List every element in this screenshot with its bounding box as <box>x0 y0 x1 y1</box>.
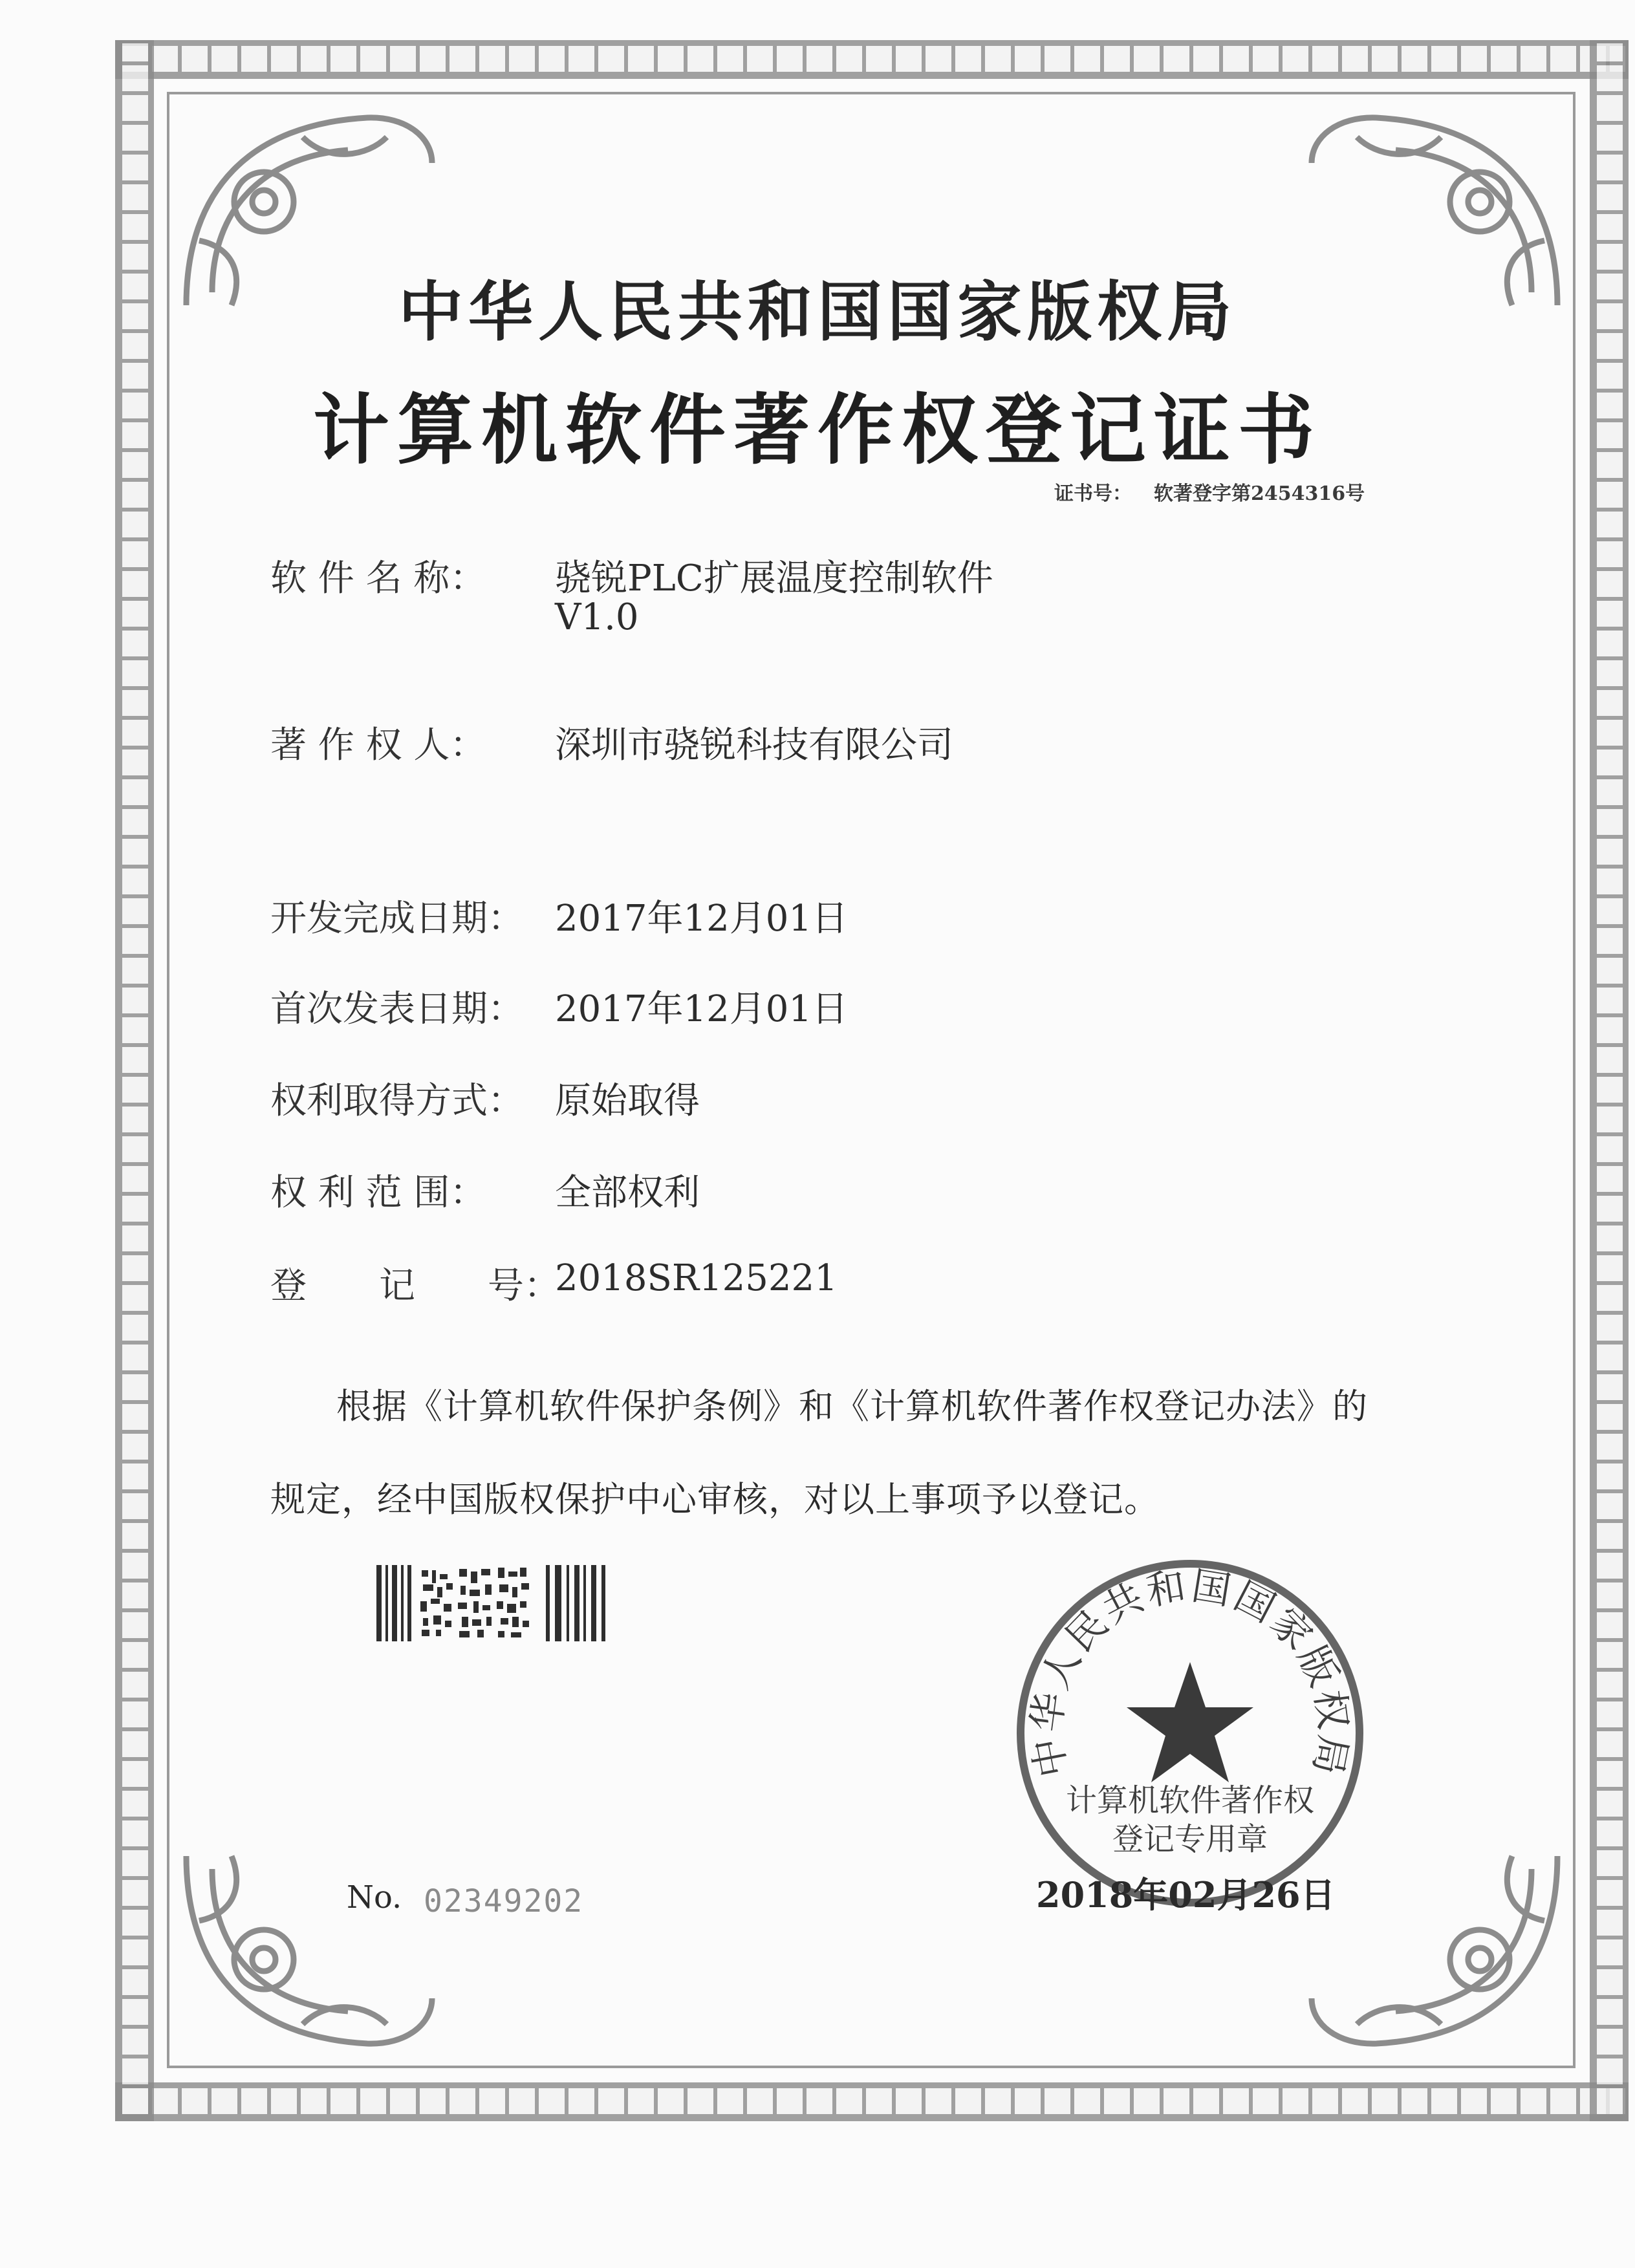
acquire-method-label: 权利取得方式： <box>270 1080 524 1122</box>
barcode-image <box>376 1565 609 1641</box>
greek-key-border-bottom <box>115 2082 1629 2121</box>
acquire-method-value: 原始取得 <box>555 1080 700 1122</box>
issue-date: 2018年02月26日 <box>1036 1874 1336 1916</box>
seal-outer-text: 中华人民共和国国家版权局 <box>1024 1563 1356 1781</box>
owner-label: 著 作 权 人： <box>270 724 486 766</box>
dev-date-label: 开发完成日期： <box>270 898 524 940</box>
rights-scope-value: 全部权利 <box>555 1172 700 1214</box>
corner-ornament-bottom-left <box>173 1843 445 2063</box>
software-version-value: V1.0 <box>555 596 639 638</box>
seal-inner-line-1: 计算机软件著作权 <box>1065 1782 1315 1819</box>
official-seal <box>1009 1552 1371 1914</box>
statement-line-2: 规定，经中国版权保护中心审核，对以上事项予以登记。 <box>270 1479 1160 1520</box>
seal-star-icon <box>1127 1662 1253 1782</box>
certificate-number-label: 证书号： <box>1054 482 1132 505</box>
software-name-label: 软 件 名 称： <box>270 557 486 599</box>
greek-key-border-top <box>115 40 1629 79</box>
publish-date-value: 2017年12月01日 <box>555 988 849 1030</box>
dev-date-value: 2017年12月01日 <box>555 898 849 940</box>
serial-number-label: No. <box>347 1879 402 1916</box>
publish-date-label: 首次发表日期： <box>270 988 524 1030</box>
certificate-number <box>1054 477 1365 506</box>
software-name-value: 骁锐PLC扩展温度控制软件 <box>555 557 993 599</box>
certificate-title: 计算机软件著作权登记证书 <box>312 385 1322 475</box>
statement-line-1: 根据《计算机软件保护条例》和《计算机软件著作权登记办法》的 <box>336 1386 1368 1427</box>
rights-scope-label: 权 利 范 围： <box>270 1172 486 1214</box>
owner-value: 深圳市骁锐科技有限公司 <box>555 724 953 766</box>
registration-number-label: 登 记 号： <box>270 1265 560 1307</box>
certificate-number-value: 软著登字第2454316号 <box>1154 482 1365 505</box>
serial-number-value: 02349202 <box>424 1883 584 1919</box>
issuer-title: 中华人民共和国国家版权局 <box>398 274 1237 350</box>
registration-number-value: 2018SR125221 <box>555 1257 838 1299</box>
seal-inner-line-2: 登记专用章 <box>1112 1821 1268 1857</box>
